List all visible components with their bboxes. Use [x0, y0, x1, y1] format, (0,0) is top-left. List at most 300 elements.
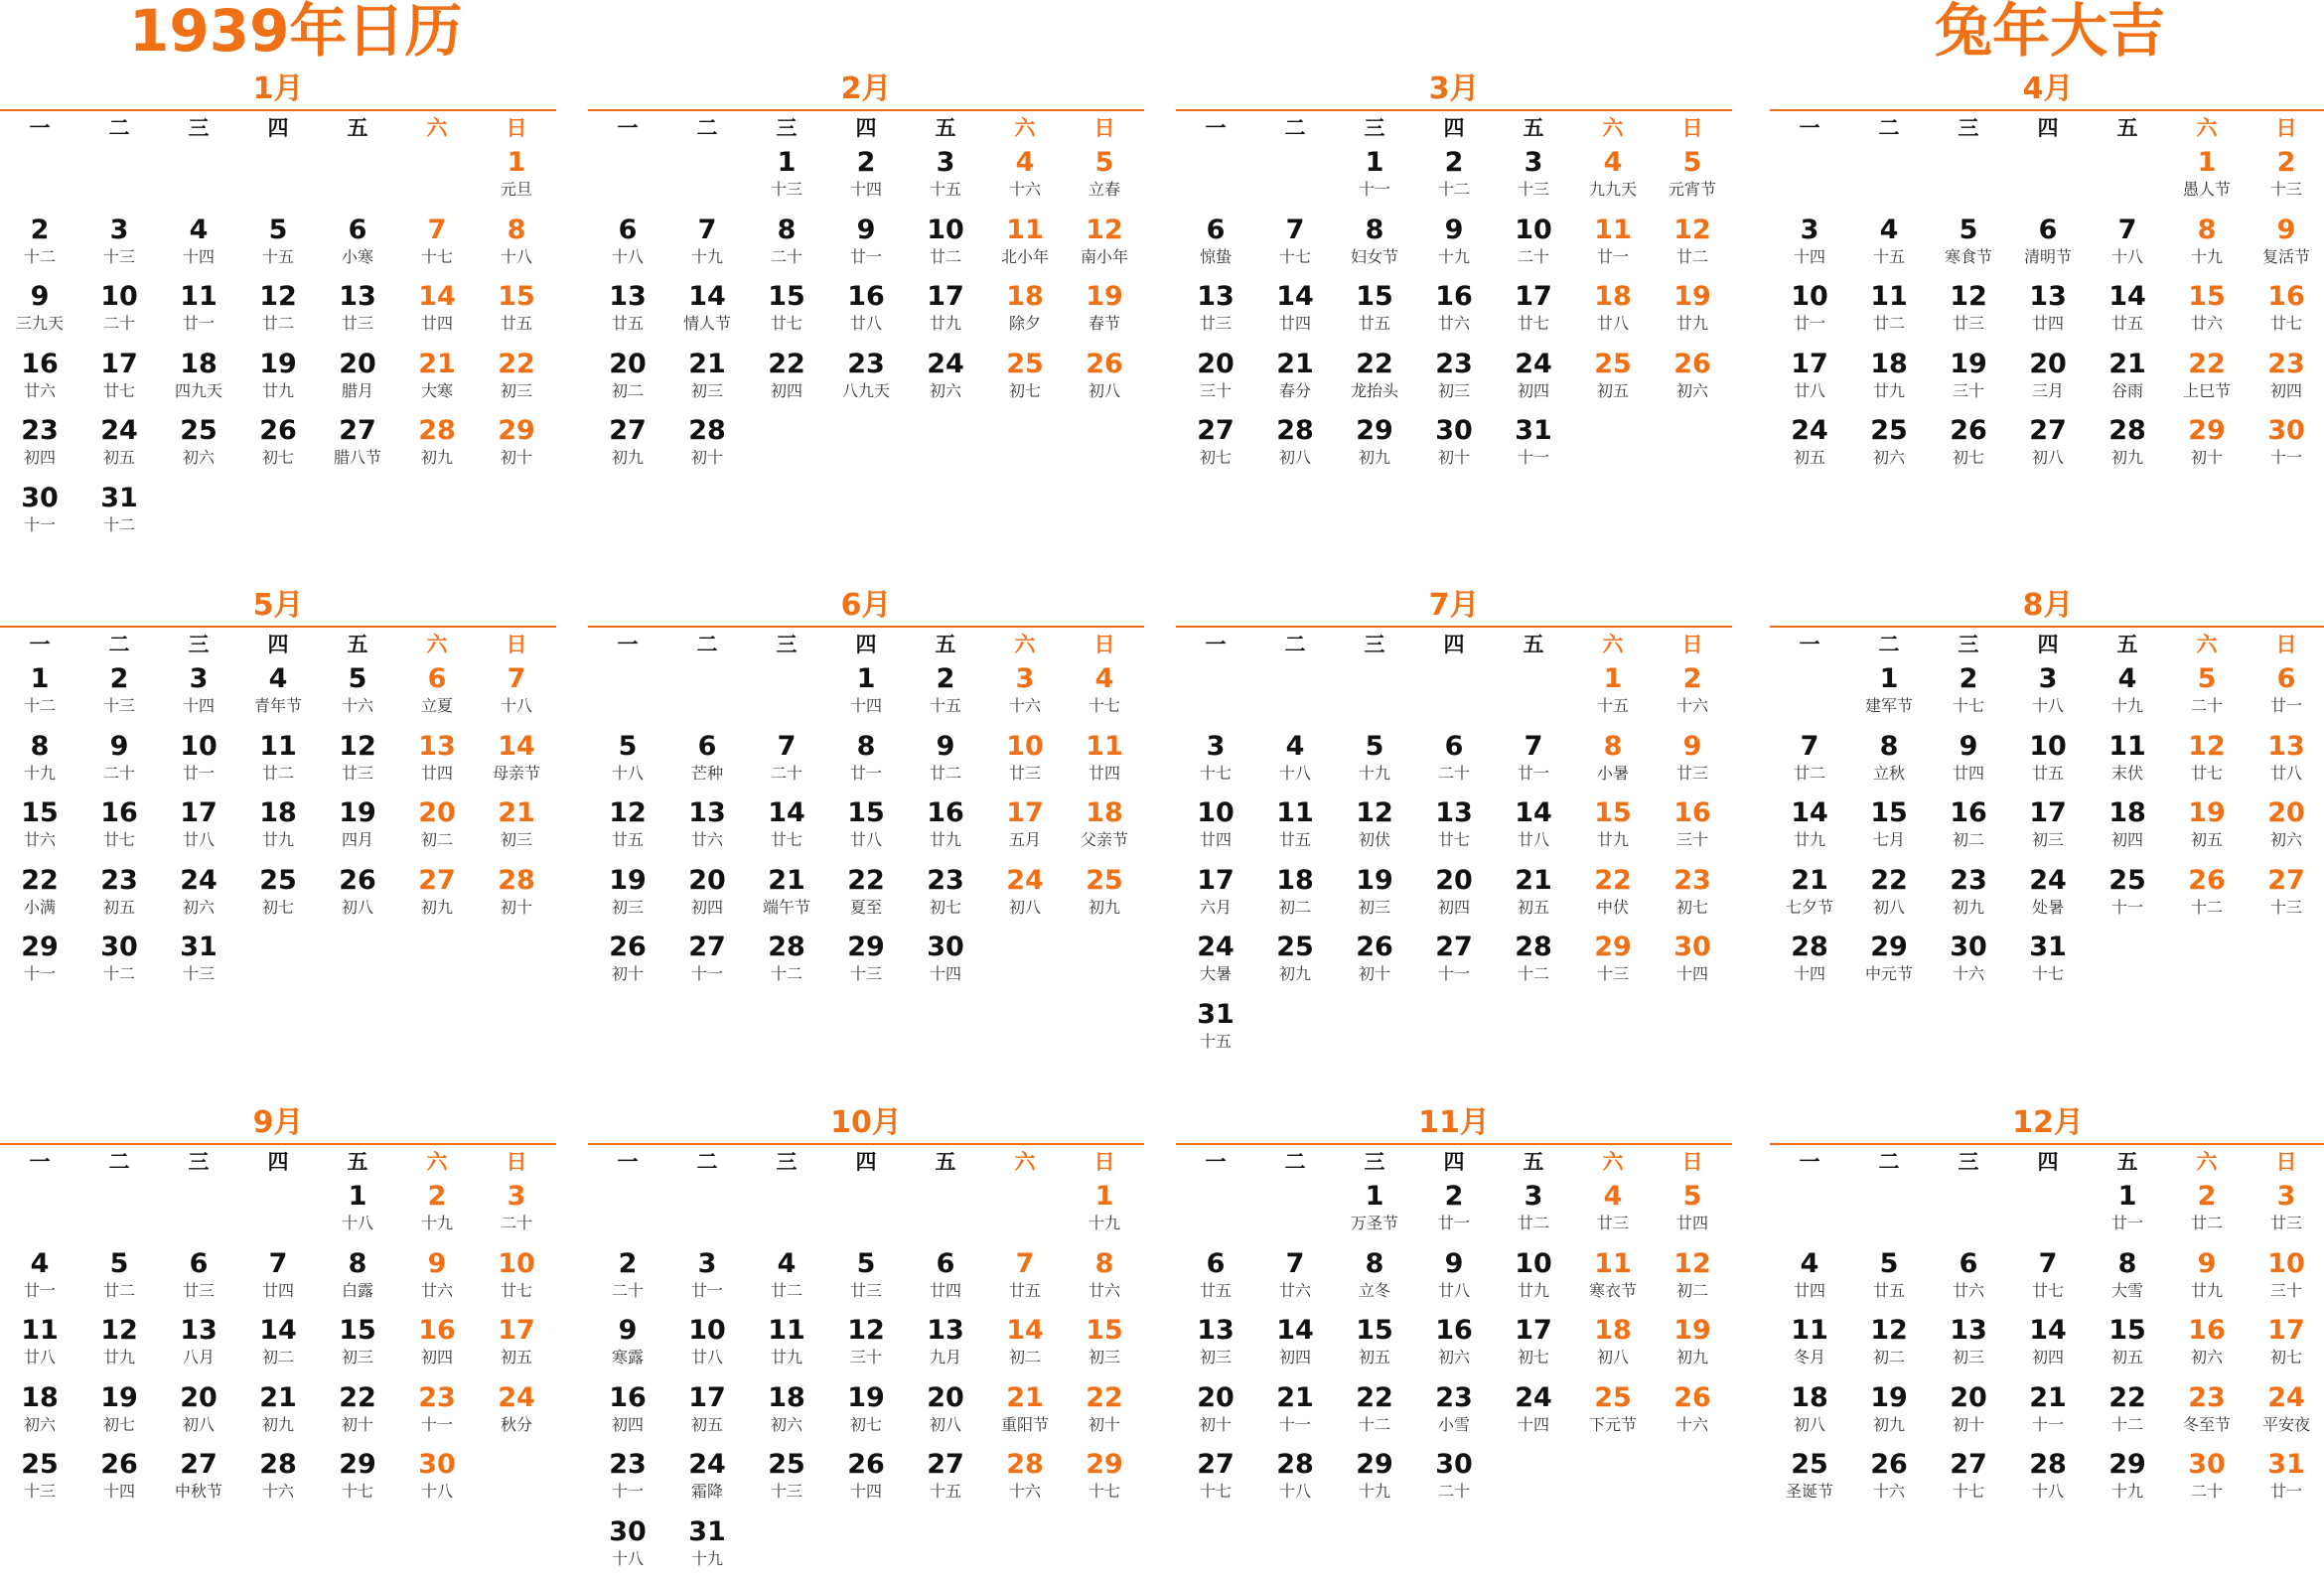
- day-cell: [588, 277, 667, 345]
- weekday-header: 二: [1878, 1150, 1900, 1174]
- day-cell: [667, 1244, 747, 1312]
- lunar-label: 初二: [1952, 830, 1984, 850]
- day-number: 27: [927, 1449, 964, 1481]
- lunar-label: 廿八: [1596, 314, 1629, 334]
- day-number: 29: [1594, 932, 1632, 963]
- lunar-label: 初三: [341, 1348, 373, 1367]
- day-number: 17: [1197, 864, 1235, 896]
- day-cell: [0, 1311, 79, 1378]
- lunar-label: 廿五: [1358, 314, 1390, 334]
- day-cell: [1929, 1311, 2008, 1378]
- day-cell: [1414, 793, 1494, 861]
- day-number: 7: [777, 730, 797, 762]
- day-number: 30: [927, 932, 964, 963]
- day-number: 22: [1086, 1381, 1123, 1413]
- day-number: 17: [1006, 797, 1044, 829]
- day-number: 6: [2276, 663, 2296, 694]
- day-cell: [2247, 211, 2324, 278]
- day-number: 6: [1444, 730, 1464, 762]
- day-cell: [1494, 793, 1573, 861]
- lunar-label: 小满: [23, 897, 56, 917]
- day-cell: [747, 345, 826, 412]
- day-cell: [397, 1311, 477, 1378]
- day-number: 24: [927, 348, 964, 379]
- day-cell: [1929, 727, 2008, 794]
- lunar-label: 初四: [2031, 1348, 2064, 1367]
- empty-day-cell: [2008, 143, 2088, 211]
- weekday-header: 三: [1364, 116, 1385, 140]
- lunar-label: 廿四: [2031, 314, 2064, 334]
- month-divider: [588, 109, 1144, 111]
- day-number: 19: [100, 1381, 138, 1413]
- day-number: 15: [2188, 281, 2226, 313]
- lunar-label: 廿五: [1008, 1280, 1041, 1300]
- day-number: 28: [2108, 415, 2146, 447]
- day-cell: [1176, 211, 1255, 278]
- day-cell: [0, 1445, 79, 1512]
- day-number: 25: [1594, 1381, 1632, 1413]
- day-number: 8: [1365, 214, 1384, 245]
- day-cell: [1849, 411, 1929, 479]
- day-number: 4: [268, 663, 288, 694]
- day-cell: [2088, 1311, 2167, 1378]
- lunar-label: 十六: [1872, 1482, 1905, 1502]
- day-number: 4: [1094, 663, 1114, 694]
- day-cell: [747, 1311, 826, 1378]
- lunar-label: 初三: [1952, 1348, 1984, 1367]
- day-cell: [1494, 727, 1573, 794]
- day-number: 19: [1950, 348, 1987, 379]
- day-number: 14: [1276, 1315, 1314, 1347]
- lunar-label: 初十: [1199, 1414, 1232, 1434]
- empty-day-cell: [397, 143, 477, 211]
- day-cell: [906, 1244, 985, 1312]
- day-number: 25: [259, 864, 297, 896]
- weekday-header: 四: [2037, 633, 2059, 656]
- day-cell: [2167, 143, 2247, 211]
- day-number: 15: [1356, 1315, 1393, 1347]
- day-cell: [826, 1445, 906, 1512]
- day-cell: [906, 727, 985, 794]
- weekday-header-row: [0, 113, 556, 143]
- lunar-label: 初五: [1596, 380, 1629, 400]
- day-number: 22: [768, 348, 805, 379]
- day-number: 14: [2029, 1315, 2067, 1347]
- weekday-header: 四: [2037, 116, 2059, 140]
- day-cell: [1414, 1244, 1494, 1312]
- day-cell: [238, 1244, 318, 1312]
- day-cell: [477, 345, 556, 412]
- lunar-label: 十四: [929, 964, 961, 984]
- lunar-label: 初六: [1437, 1348, 1470, 1367]
- day-number: 11: [259, 730, 297, 762]
- day-cell: [1335, 1311, 1414, 1378]
- day-cell: [159, 727, 238, 794]
- day-number: 15: [1356, 281, 1393, 313]
- weekday-header: 五: [347, 1150, 368, 1174]
- day-cell: [1414, 1311, 1494, 1378]
- day-cell: [826, 345, 906, 412]
- lunar-label: 廿八: [182, 830, 215, 850]
- day-cell: [238, 411, 318, 479]
- day-number: 31: [100, 482, 138, 513]
- day-number: 23: [100, 864, 138, 896]
- day-cell: [667, 793, 747, 861]
- lunar-label: 廿一: [1596, 246, 1629, 266]
- day-cell: [1849, 793, 1929, 861]
- day-number: 18: [1086, 797, 1123, 829]
- day-cell: [1849, 1311, 1929, 1378]
- lunar-label: 初五: [102, 897, 135, 917]
- lunar-label: 廿九: [2190, 1280, 2223, 1300]
- weekday-header: 三: [188, 116, 210, 140]
- day-number: 11: [21, 1315, 59, 1347]
- day-number: 5: [856, 1247, 876, 1279]
- day-cell: [1065, 1378, 1144, 1446]
- day-number: 5: [1682, 147, 1702, 178]
- day-number: 19: [339, 797, 376, 829]
- day-number: 22: [498, 348, 535, 379]
- weekday-header: 四: [267, 633, 289, 656]
- empty-day-cell: [1770, 143, 1849, 211]
- day-cell: [2008, 659, 2088, 727]
- day-cell: [1494, 1311, 1573, 1378]
- lunar-label: 初九: [1088, 897, 1120, 917]
- weekday-header-row: [1770, 113, 2324, 143]
- day-cell: [1176, 411, 1255, 479]
- day-number: 23: [2188, 1381, 2226, 1413]
- day-cell: [2008, 345, 2088, 412]
- lunar-label: 廿七: [1437, 830, 1470, 850]
- day-cell: [2008, 277, 2088, 345]
- weekday-header: 五: [1523, 116, 1544, 140]
- lunar-label: 初二: [420, 830, 453, 850]
- lunar-label: 十九: [23, 763, 56, 783]
- day-number: 17: [180, 797, 218, 829]
- day-number: 10: [1515, 1247, 1552, 1279]
- day-number: 1: [777, 147, 797, 178]
- day-cell: [985, 277, 1065, 345]
- day-cell: [985, 659, 1065, 727]
- day-cell: [1255, 861, 1335, 929]
- weekday-header: 三: [188, 1150, 210, 1174]
- lunar-label: 十七: [1952, 1482, 1984, 1502]
- lunar-label: 廿五: [611, 314, 644, 334]
- weekday-header: 三: [1958, 633, 1979, 656]
- day-number: 23: [1673, 864, 1711, 896]
- day-number: 9: [1682, 730, 1702, 762]
- day-number: 30: [418, 1449, 456, 1481]
- weekday-header: 一: [617, 116, 639, 140]
- day-number: 19: [1356, 864, 1393, 896]
- day-cell: [79, 861, 159, 929]
- weekday-header: 一: [29, 116, 51, 140]
- day-number: 3: [2038, 663, 2058, 694]
- day-number: 6: [348, 214, 367, 245]
- lunar-label: 端午节: [762, 897, 810, 917]
- lunar-label: 廿四: [1952, 763, 1984, 783]
- day-cell: [667, 928, 747, 995]
- lunar-label: 廿九: [1675, 314, 1708, 334]
- weekday-header: 三: [776, 116, 798, 140]
- day-number: 10: [927, 214, 964, 245]
- day-number: 12: [259, 281, 297, 313]
- lunar-label: 元旦: [500, 180, 532, 199]
- lunar-label: 廿七: [2269, 314, 2302, 334]
- day-cell: [2167, 211, 2247, 278]
- day-number: 5: [268, 214, 288, 245]
- day-cell: [747, 277, 826, 345]
- lunar-label: 末伏: [2110, 763, 2143, 783]
- day-cell: [1849, 277, 1929, 345]
- lunar-label: 十七: [420, 246, 453, 266]
- day-number: 17: [688, 1381, 726, 1413]
- day-cell: [1494, 345, 1573, 412]
- lunar-label: 初三: [1088, 1348, 1120, 1367]
- day-cell: [2008, 211, 2088, 278]
- day-cell: [1573, 1311, 1653, 1378]
- day-number: 9: [1444, 214, 1464, 245]
- weekday-header: 二: [696, 116, 718, 140]
- day-number: 24: [1197, 932, 1235, 963]
- day-cell: [826, 928, 906, 995]
- day-number: 28: [1276, 415, 1314, 447]
- lunar-label: 廿二: [929, 246, 961, 266]
- day-cell: [1176, 277, 1255, 345]
- day-cell: [1494, 861, 1573, 929]
- lunar-label: 廿三: [1199, 314, 1232, 334]
- lunar-label: 廿六: [23, 830, 56, 850]
- lunar-label: 中元节: [1864, 964, 1913, 984]
- lunar-label: 芒种: [690, 763, 723, 783]
- lunar-label: 廿三: [1596, 1214, 1629, 1232]
- day-number: 10: [1197, 797, 1235, 829]
- day-number: 24: [180, 864, 218, 896]
- lunar-label: 十四: [182, 696, 215, 715]
- day-number: 23: [1435, 348, 1473, 379]
- day-cell: [1770, 928, 1849, 995]
- lunar-label: 廿二: [2190, 1214, 2223, 1232]
- day-number: 9: [1959, 730, 1978, 762]
- day-number: 15: [1870, 797, 1908, 829]
- month-block: [1176, 1105, 1732, 1512]
- day-number: 7: [427, 214, 447, 245]
- day-cell: [318, 659, 397, 727]
- day-number: 4: [2117, 663, 2137, 694]
- day-cell: [747, 793, 826, 861]
- day-cell: [159, 1311, 238, 1378]
- day-number: 20: [609, 348, 647, 379]
- day-cell: [985, 1311, 1065, 1378]
- day-cell: [985, 1445, 1065, 1512]
- day-cell: [238, 727, 318, 794]
- lunar-label: 廿五: [1278, 830, 1311, 850]
- day-cell: [1770, 727, 1849, 794]
- day-number: 8: [1879, 730, 1899, 762]
- day-number: 5: [1879, 1247, 1899, 1279]
- lunar-label: 廿四: [1199, 830, 1232, 850]
- month-divider: [1176, 626, 1732, 628]
- weekday-header: 五: [347, 633, 368, 656]
- day-number: 24: [1006, 864, 1044, 896]
- lunar-label: 廿六: [420, 1280, 453, 1300]
- weekday-header: 一: [1799, 1150, 1820, 1174]
- day-cell: [1929, 793, 2008, 861]
- day-number: 4: [1800, 1247, 1819, 1279]
- lunar-label: 初八: [1278, 448, 1311, 468]
- lunar-label: 廿六: [2190, 314, 2223, 334]
- day-number: 29: [1356, 415, 1393, 447]
- lunar-label: 南小年: [1080, 246, 1128, 266]
- day-cell: [318, 1445, 397, 1512]
- day-number: 12: [609, 797, 647, 829]
- day-cell: [1849, 928, 1929, 995]
- day-cell: [1653, 211, 1732, 278]
- lunar-label: 廿六: [1952, 1280, 1984, 1300]
- empty-day-cell: [826, 1177, 906, 1244]
- month-block: [1770, 1105, 2324, 1512]
- day-number: 23: [609, 1449, 647, 1481]
- day-number: 31: [1515, 415, 1552, 447]
- day-cell: [985, 143, 1065, 211]
- lunar-label: 万圣节: [1350, 1214, 1398, 1232]
- weekday-header: 一: [617, 633, 639, 656]
- day-number: 23: [418, 1381, 456, 1413]
- lunar-label: 中秋节: [174, 1482, 222, 1502]
- lunar-label: 十八: [500, 696, 532, 715]
- day-cell: [0, 277, 79, 345]
- day-number: 18: [1791, 1381, 1828, 1413]
- lunar-label: 立春: [1088, 180, 1120, 199]
- lunar-label: 十一: [420, 1414, 453, 1434]
- day-number: 3: [697, 1247, 717, 1279]
- empty-day-cell: [1929, 1177, 2008, 1244]
- day-number: 8: [507, 214, 526, 245]
- day-number: 5: [1365, 730, 1384, 762]
- day-number: 25: [768, 1449, 805, 1481]
- lunar-label: 十九: [690, 1548, 723, 1568]
- day-cell: [79, 277, 159, 345]
- day-cell: [1414, 1445, 1494, 1512]
- day-cell: [1849, 211, 1929, 278]
- lunar-label: 初九: [1872, 1414, 1905, 1434]
- day-number: 5: [109, 1247, 129, 1279]
- day-cell: [79, 1244, 159, 1312]
- day-number: 13: [2267, 730, 2305, 762]
- lunar-label: 十五: [261, 246, 294, 266]
- day-cell: [667, 277, 747, 345]
- day-grid: [1176, 1177, 1732, 1512]
- day-cell: [1335, 143, 1414, 211]
- day-grid: [0, 659, 556, 995]
- lunar-label: 初五: [102, 448, 135, 468]
- weekday-header: 五: [1523, 633, 1544, 656]
- day-cell: [0, 928, 79, 995]
- day-number: 26: [259, 415, 297, 447]
- weekday-header: 六: [2196, 1150, 2218, 1174]
- weekday-header-row: [1770, 1147, 2324, 1177]
- weekday-header: 五: [347, 116, 368, 140]
- lunar-label: 初十: [500, 448, 532, 468]
- lunar-label: 十八: [1278, 763, 1311, 783]
- day-cell: [1065, 143, 1144, 211]
- day-number: 14: [1515, 797, 1552, 829]
- weekday-header: 二: [108, 633, 130, 656]
- day-cell: [1494, 277, 1573, 345]
- lunar-label: 初三: [1437, 380, 1470, 400]
- day-number: 20: [339, 348, 376, 379]
- lunar-label: 初五: [1517, 897, 1549, 917]
- weekday-header: 一: [1205, 633, 1227, 656]
- lunar-label: 三十: [1199, 380, 1232, 400]
- weekday-header: 二: [1284, 1150, 1306, 1174]
- lunar-label: 十六: [1952, 964, 1984, 984]
- day-number: 16: [2188, 1315, 2226, 1347]
- day-cell: [2247, 1378, 2324, 1446]
- lunar-label: 二十: [2190, 1482, 2223, 1502]
- day-number: 4: [189, 214, 209, 245]
- day-cell: [1065, 659, 1144, 727]
- month-divider: [0, 626, 556, 628]
- lunar-label: 春分: [1278, 380, 1311, 400]
- lunar-label: 廿八: [849, 830, 882, 850]
- day-number: 6: [189, 1247, 209, 1279]
- day-cell: [667, 345, 747, 412]
- day-cell: [1770, 1445, 1849, 1512]
- weekday-header: 日: [1681, 1150, 1703, 1174]
- day-number: 6: [427, 663, 447, 694]
- lunar-label: 廿三: [182, 1280, 215, 1300]
- lunar-label: 初七: [1675, 897, 1708, 917]
- day-cell: [1573, 659, 1653, 727]
- day-cell: [1494, 211, 1573, 278]
- day-cell: [397, 1445, 477, 1512]
- lunar-label: 寒衣节: [1588, 1280, 1637, 1300]
- lunar-label: 廿九: [1517, 1280, 1549, 1300]
- day-number: 14: [498, 730, 535, 762]
- day-number: 30: [609, 1515, 647, 1547]
- lunar-label: 上巳节: [2182, 380, 2231, 400]
- lunar-label: 初三: [1358, 897, 1390, 917]
- lunar-label: 初十: [611, 964, 644, 984]
- weekday-header: 五: [1523, 1150, 1544, 1174]
- day-number: 21: [259, 1381, 297, 1413]
- lunar-label: 四九天: [174, 380, 222, 400]
- day-cell: [397, 345, 477, 412]
- day-number: 17: [2267, 1315, 2305, 1347]
- day-cell: [1414, 861, 1494, 929]
- day-number: 20: [1197, 348, 1235, 379]
- day-number: 12: [1870, 1315, 1908, 1347]
- day-cell: [2247, 1244, 2324, 1312]
- day-cell: [477, 411, 556, 479]
- lunar-label: 白露: [341, 1280, 373, 1300]
- weekday-header: 三: [1958, 116, 1979, 140]
- day-cell: [906, 659, 985, 727]
- day-cell: [1335, 793, 1414, 861]
- day-number: 29: [2108, 1449, 2146, 1481]
- day-cell: [2247, 1311, 2324, 1378]
- day-number: 22: [1594, 864, 1632, 896]
- day-cell: [1573, 345, 1653, 412]
- day-number: 5: [618, 730, 638, 762]
- lunar-label: 小寒: [341, 246, 373, 266]
- day-number: 26: [609, 932, 647, 963]
- day-cell: [2088, 411, 2167, 479]
- day-cell: [1414, 345, 1494, 412]
- month-name: 12月: [2012, 1105, 2084, 1140]
- empty-day-cell: [667, 659, 747, 727]
